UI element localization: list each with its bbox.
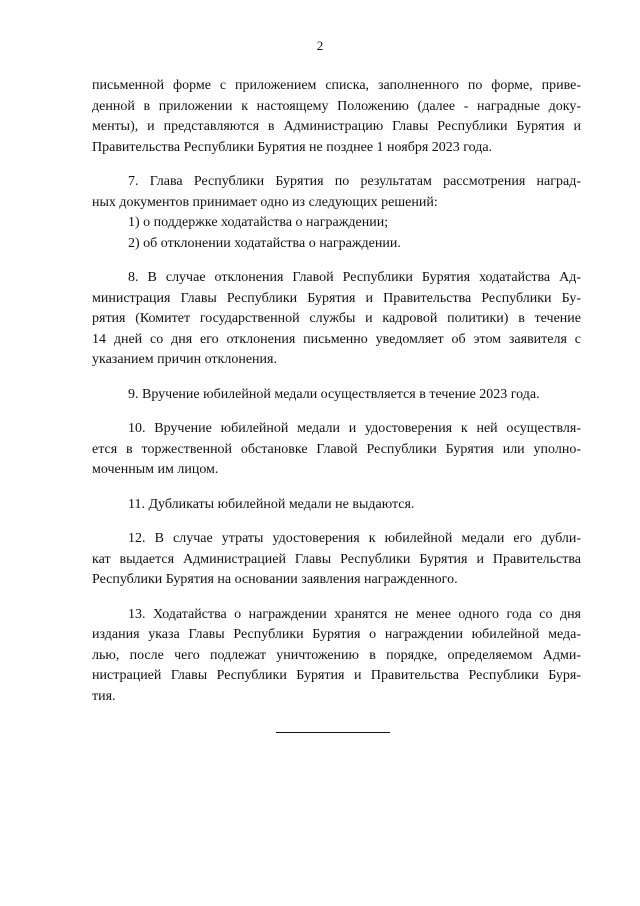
text-line: 8. В случае отклонения Главой Республики Бурятия ходатайства Ад- xyxy=(128,270,581,285)
text-line: ется в торжественной обстановке Главой Республики Бурятия или уполно- xyxy=(92,441,581,457)
paragraph-10 xyxy=(92,419,581,481)
paragraph-12 xyxy=(92,529,581,591)
text-line: нистрацией Главы Республики Бурятия и Правительства Республики Буря- xyxy=(92,668,581,683)
text-line: 10. Вручение юбилейной медали и удостоверения к ней осуществля- xyxy=(128,421,581,436)
paragraph-8 xyxy=(92,268,581,371)
text-line: письменной форме с приложением списка, заполненного по форме, приве- xyxy=(92,78,581,93)
text-line: 13. Ходатайства о награждении хранятся не менее одного года со дня xyxy=(128,606,581,622)
text-line: 14 дней со дня его отклонения письменно уведомляет об этом заявителя с xyxy=(92,331,581,347)
list-item: 2) об отклонении ходатайства о награждении. xyxy=(128,235,401,251)
text-line: Правительства Республики Бурятия не позднее 1 ноября 2023 года. xyxy=(92,139,493,155)
text-line: денной в приложении к настоящему Положению (далее - наградные доку- xyxy=(92,98,581,114)
text-line: 7. Глава Республики Бурятия по результатам рассмотрения наград- xyxy=(128,174,581,189)
text-line: рятия (Комитет государственной службы и кадровой политики) в течение xyxy=(92,311,581,326)
text-line: менты), и представляются в Администрацию Главы Республики Бурятия и xyxy=(92,119,581,134)
text-line: министрация Главы Республики Бурятия и Правительства Республики Бу- xyxy=(92,290,581,306)
text-line: 11. Дубликаты юбилейной медали не выдаются. xyxy=(128,496,415,512)
text-line: 12. В случае утраты удостоверения к юбилейной медали его дубли- xyxy=(128,531,581,546)
end-of-document-line xyxy=(276,732,390,733)
paragraph-continuation xyxy=(92,76,581,158)
text-line: издания указа Главы Республики Бурятия о награждении юбилейной меда- xyxy=(92,627,581,642)
text-line: кат выдается Администрацией Главы Республики Бурятия и Правительства xyxy=(92,551,581,567)
text-line: ных документов принимает одно из следующих решений: xyxy=(92,194,438,210)
text-line: 9. Вручение юбилейной медали осуществляется в течение 2023 года. xyxy=(128,386,540,402)
paragraph-11 xyxy=(92,495,581,516)
paragraph-9 xyxy=(92,385,581,406)
paragraph-7 xyxy=(92,172,581,254)
text-line: указанием причин отклонения. xyxy=(92,352,277,367)
paragraph-13 xyxy=(92,605,581,708)
text-line: лью, после чего подлежат уничтожению в порядке, определяемом Адми- xyxy=(92,647,581,663)
list-item: 1) о поддержке ходатайства о награждении; xyxy=(128,215,389,230)
page-number: 2 xyxy=(316,38,324,53)
document-body xyxy=(92,76,581,707)
text-line: Республики Бурятия на основании заявления награжденного. xyxy=(92,572,458,587)
text-line: тия. xyxy=(92,688,116,704)
text-line: моченным им лицом. xyxy=(92,462,219,477)
